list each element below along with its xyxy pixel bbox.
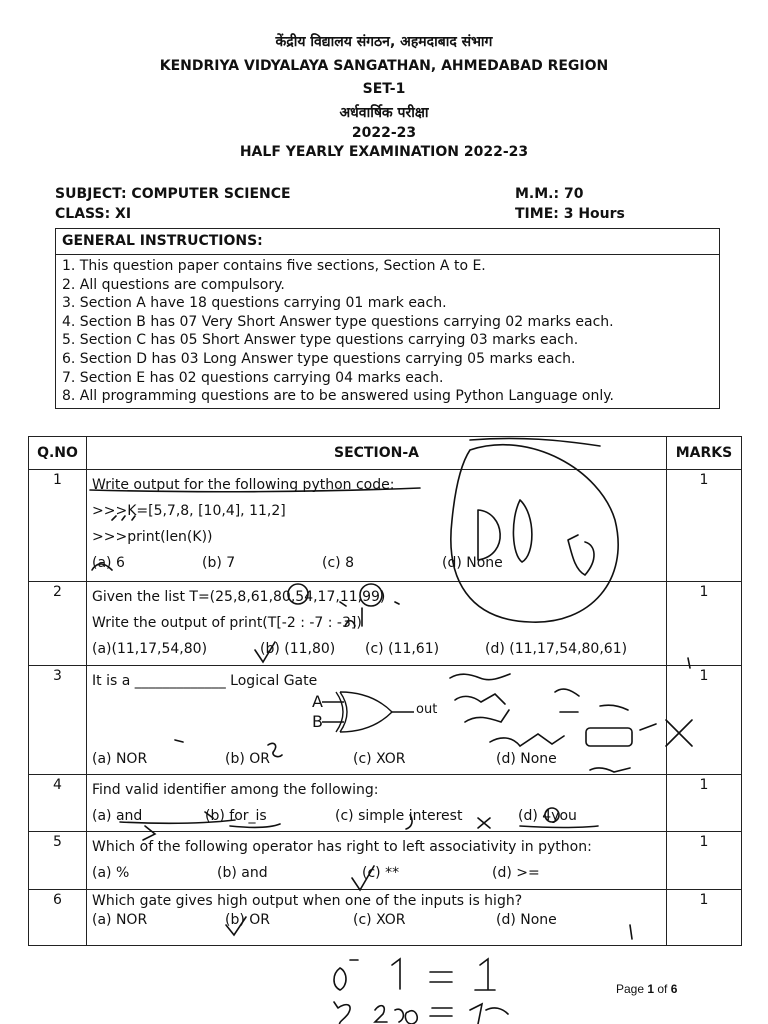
option-a: (a) 6 bbox=[92, 555, 125, 571]
option-a: (a)(11,17,54,80) bbox=[92, 641, 208, 657]
page-of: of bbox=[654, 982, 671, 996]
gate-output-label: out bbox=[416, 702, 438, 717]
options-row bbox=[92, 746, 661, 772]
option-a: (a) NOR bbox=[92, 751, 148, 767]
table-row bbox=[29, 832, 742, 890]
question-body bbox=[87, 666, 667, 775]
question-marks: 1 bbox=[667, 470, 742, 582]
page-total: 6 bbox=[670, 982, 678, 996]
instructions-title: GENERAL INSTRUCTIONS: bbox=[56, 229, 719, 255]
page-number-footer bbox=[616, 982, 677, 996]
option-d: (d) >= bbox=[492, 865, 540, 881]
question-number: 3 bbox=[29, 666, 87, 775]
option-b: (b) OR bbox=[225, 912, 271, 928]
page-current: 1 bbox=[647, 982, 655, 996]
instruction-item: 1. This question paper contains five sections, Section A to E. bbox=[62, 258, 486, 274]
table-row bbox=[29, 470, 742, 582]
option-c: (c) (11,61) bbox=[365, 641, 440, 657]
option-a: (a) and bbox=[92, 808, 143, 824]
instruction-item: 3. Section A have 18 questions carrying 01 mark each. bbox=[62, 295, 447, 312]
option-c: (c) 8 bbox=[322, 555, 354, 571]
question-number: 6 bbox=[29, 890, 87, 946]
question-text: It is a _____________ Logical Gate bbox=[92, 673, 318, 689]
instruction-item: 8. All programming questions are to be answered using Python Language only. bbox=[62, 388, 614, 405]
section-header: SECTION-A bbox=[87, 437, 667, 470]
question-marks: 1 bbox=[667, 832, 742, 890]
question-marks: 1 bbox=[667, 666, 742, 775]
option-b: (b) for_is bbox=[205, 808, 267, 824]
question-number: 1 bbox=[29, 470, 87, 582]
marks-header: MARKS bbox=[667, 437, 742, 470]
section-a-table bbox=[28, 436, 742, 946]
instruction-item: 7. Section E has 02 questions carrying 04 marks each. bbox=[62, 369, 444, 386]
option-b: (b) and bbox=[217, 865, 268, 881]
qno-header: Q.NO bbox=[29, 437, 87, 470]
gate-input-a: A bbox=[312, 692, 323, 711]
question-body bbox=[87, 832, 667, 890]
instructions-list bbox=[56, 255, 719, 408]
option-d: (d) (11,17,54,80,61) bbox=[485, 641, 628, 657]
question-text: Which gate gives high output when one of the inputs is high? bbox=[92, 893, 523, 909]
options-row bbox=[92, 550, 661, 576]
option-c: (c) ** bbox=[362, 865, 400, 881]
code-line: >>>print(len(K)) bbox=[92, 529, 213, 545]
options-row bbox=[92, 910, 661, 930]
gate-input-b: B bbox=[312, 712, 323, 731]
question-number: 5 bbox=[29, 832, 87, 890]
set-label: SET-1 bbox=[362, 81, 406, 97]
question-body bbox=[87, 582, 667, 666]
table-row bbox=[29, 666, 742, 775]
class-label: CLASS: XI bbox=[55, 206, 132, 222]
option-c: (c) XOR bbox=[353, 751, 406, 767]
option-a: (a) NOR bbox=[92, 912, 148, 928]
option-d: (d) None bbox=[496, 751, 557, 767]
options-row bbox=[92, 803, 661, 829]
option-b: (b) (11,80) bbox=[260, 641, 336, 657]
option-a: (a) % bbox=[92, 865, 130, 881]
question-text: Find valid identifier among the following: bbox=[92, 782, 379, 798]
option-d: (d) 4you bbox=[518, 808, 577, 824]
options-row bbox=[92, 860, 661, 886]
gate-diagram-area bbox=[92, 694, 661, 746]
table-row bbox=[29, 582, 742, 666]
option-d: (d) None bbox=[442, 555, 503, 571]
subject-label: SUBJECT: COMPUTER SCIENCE bbox=[55, 186, 291, 202]
option-b: (b) OR bbox=[225, 751, 271, 767]
time-label: TIME: 3 Hours bbox=[515, 206, 625, 222]
question-marks: 1 bbox=[667, 890, 742, 946]
question-marks: 1 bbox=[667, 582, 742, 666]
hindi-org-title: केंद्रीय विद्यालय संगठन, अहमदाबाद संभाग bbox=[275, 34, 493, 50]
page-prefix: Page bbox=[616, 982, 648, 996]
max-marks-label: M.M.: 70 bbox=[515, 186, 584, 202]
question-number: 2 bbox=[29, 582, 87, 666]
option-b: (b) 7 bbox=[202, 555, 236, 571]
year-label: 2022-23 bbox=[351, 125, 417, 141]
table-row bbox=[29, 890, 742, 946]
question-number: 4 bbox=[29, 775, 87, 832]
question-text: Given the list T=(25,8,61,80,54,17,11,99) bbox=[92, 589, 386, 605]
question-body bbox=[87, 775, 667, 832]
table-header-row bbox=[29, 437, 742, 470]
table-row bbox=[29, 775, 742, 832]
instruction-item: 2. All questions are compulsory. bbox=[62, 276, 285, 293]
option-d: (d) None bbox=[496, 912, 557, 928]
option-c: (c) XOR bbox=[353, 912, 406, 928]
question-text: Write output for the following python code: bbox=[92, 477, 395, 493]
options-row bbox=[92, 636, 661, 662]
question-text: Write the output of print(T[-2 : -7 : -3]) bbox=[92, 615, 362, 631]
instruction-item: 6. Section D has 03 Long Answer type questions carrying 05 marks each. bbox=[62, 350, 576, 367]
option-c: (c) simple interest bbox=[335, 808, 463, 824]
question-body bbox=[87, 470, 667, 582]
org-title: KENDRIYA VIDYALAYA SANGATHAN, AHMEDABAD REGION bbox=[159, 58, 609, 74]
question-marks: 1 bbox=[667, 775, 742, 832]
code-line: >>>K=[5,7,8, [10,4], 11,2] bbox=[92, 503, 286, 519]
question-body bbox=[87, 890, 667, 946]
hindi-exam-title: अर्धवार्षिक परीक्षा bbox=[339, 105, 429, 121]
instruction-item: 4. Section B has 07 Very Short Answer type questions carrying 02 marks each. bbox=[62, 313, 614, 330]
exam-title: HALF YEARLY EXAMINATION 2022-23 bbox=[239, 144, 529, 160]
general-instructions-box bbox=[55, 228, 720, 409]
question-text: Which of the following operator has right to left associativity in python: bbox=[92, 839, 592, 855]
instruction-item: 5. Section C has 05 Short Answer type questions carrying 03 marks each. bbox=[62, 332, 579, 349]
